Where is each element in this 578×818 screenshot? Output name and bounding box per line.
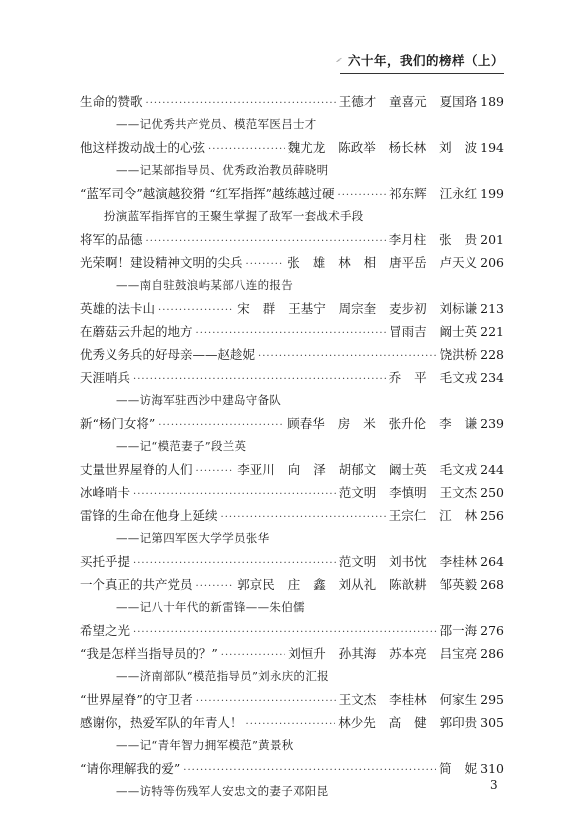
toc-entry-page: 305 <box>480 715 504 730</box>
toc-entry-authors: 刘恒升 孙其海 苏本亮 吕宝亮 <box>288 646 478 661</box>
toc-entry <box>80 182 504 205</box>
toc-entry-authors: 简 妮 <box>439 761 478 776</box>
toc-entry-subtitle: ——记八十年代的新雷锋——朱伯儒 <box>116 600 305 614</box>
toc-entry <box>80 136 504 159</box>
toc-entry-title: 希望之光 <box>80 623 131 638</box>
dot-leader <box>258 345 437 368</box>
toc-entry-page: 194 <box>480 140 504 155</box>
dot-leader <box>208 138 285 161</box>
toc-entry-page: 286 <box>480 646 504 661</box>
toc-entry-page: 264 <box>480 554 504 569</box>
toc-entry-title: 生命的赞歌 <box>80 94 143 109</box>
dot-leader <box>133 621 437 644</box>
toc-entry-page: 221 <box>480 324 504 339</box>
toc-entry-page: 201 <box>480 232 504 247</box>
toc-entry-subtitle: ——济南部队“模范指导员”刘永庆的汇报 <box>116 669 329 683</box>
toc-entry-authors: 王德才 童喜元 夏国珞 <box>338 94 478 109</box>
toc-entry-authors: 李月柱 张 贵 <box>388 232 478 247</box>
toc-entry <box>80 550 504 573</box>
toc-entry-page: 268 <box>480 577 504 592</box>
dot-leader <box>133 483 336 506</box>
toc-entry-authors: 张 雄 林 相 唐平岳 卢天义 <box>287 255 478 270</box>
feather-pen-icon <box>336 52 342 68</box>
toc-entry-page: 213 <box>480 301 504 316</box>
toc-entry-authors: 林少先 高 健 郭印贵 <box>338 715 478 730</box>
toc-entry-subtitle: ——记“模范妻子”段兰英 <box>116 439 247 453</box>
toc-entry <box>80 251 504 274</box>
toc-entry-page: 234 <box>480 370 504 385</box>
toc-entry-subtitle: 扮演蓝军指挥官的王聚生掌握了敌军一套战术手段 <box>104 209 364 223</box>
toc-entry-title: 雷锋的生命在他身上延续 <box>80 508 218 523</box>
toc-entry-authors: 王宗仁 江 林 <box>388 508 478 523</box>
toc-entry-authors: 乔 平 毛文戎 <box>388 370 478 385</box>
toc-entry-title: 他这样拨动战士的心弦 <box>80 140 206 155</box>
toc-entry <box>80 343 504 366</box>
dot-leader <box>158 414 284 437</box>
dot-leader <box>196 322 387 345</box>
toc-entry-title: 丈量世界屋脊的人们 <box>80 462 193 477</box>
toc-entry-authors: 范文明 刘书忱 李桂林 <box>338 554 478 569</box>
toc-entry-title: “蓝军司令”越演越狡猾 “红军指挥”越练越过硬 <box>80 186 335 201</box>
dot-leader <box>133 368 386 391</box>
toc-entry-title: 新“杨门女将” <box>80 416 156 431</box>
toc-entry <box>80 481 504 504</box>
dot-leader <box>146 230 386 253</box>
toc-entry <box>80 90 504 113</box>
toc-entry-subtitle: ——访海军驻西沙中建岛守备队 <box>116 393 282 407</box>
header-divider <box>340 73 504 74</box>
toc-entry-authors: 宋 群 王基宁 周宗奎 麦步初 刘标谦 <box>237 301 478 316</box>
toc-entry-page: 239 <box>480 416 504 431</box>
toc-entry-page: 206 <box>480 255 504 270</box>
toc-entry-authors: 魏尤龙 陈政举 杨长林 刘 波 <box>287 140 478 155</box>
toc-entry <box>80 619 504 642</box>
toc-entry-authors: 冒雨吉 阚士英 <box>389 324 478 339</box>
toc-entry-page: 228 <box>480 347 504 362</box>
dot-leader <box>196 460 235 483</box>
page-number: 3 <box>490 778 498 792</box>
toc-entry-authors: 范文明 李慎明 王文杰 <box>338 485 478 500</box>
toc-entry-title: 冰峰哨卡 <box>80 485 131 500</box>
toc-entry <box>80 297 504 320</box>
dot-leader <box>196 690 336 713</box>
dot-leader <box>183 759 436 782</box>
toc-entry-authors: 饶洪桥 <box>439 347 478 362</box>
toc-entry <box>80 573 504 596</box>
toc-entry <box>80 711 504 734</box>
dot-leader <box>338 184 387 207</box>
toc-entry-title: 光荣啊！建设精神文明的尖兵 <box>80 255 243 270</box>
toc-entry <box>80 504 504 527</box>
toc-entry <box>80 366 504 389</box>
dot-leader <box>196 575 235 598</box>
dot-leader <box>158 299 234 322</box>
toc-entry-page: 256 <box>480 508 504 523</box>
toc-entry-subtitle: ——记第四军医大学学员张华 <box>116 531 270 545</box>
toc-entry <box>80 757 504 780</box>
toc-entry-authors: 祁东辉 江永红 <box>389 186 478 201</box>
toc-entry <box>80 458 504 481</box>
toc-entry-page: 310 <box>480 761 504 776</box>
running-header <box>336 50 504 70</box>
dot-leader <box>221 644 285 667</box>
dot-leader <box>133 552 336 575</box>
toc-entry-page: 250 <box>480 485 504 500</box>
toc-entry-title: 将军的品德 <box>80 232 143 247</box>
toc-entry <box>80 228 504 251</box>
toc-entry-authors: 王文杰 李桂林 何家生 <box>338 692 478 707</box>
toc-entry-page: 199 <box>480 186 504 201</box>
toc-entry-title: 一个真正的共产党员 <box>80 577 193 592</box>
dot-leader <box>246 253 285 276</box>
toc-entry-page: 244 <box>480 462 504 477</box>
table-of-contents <box>80 90 504 803</box>
running-header-title: 六十年，我们的榜样（上） <box>347 53 504 68</box>
toc-entry-title: “我是怎样当指导员的？” <box>80 646 218 661</box>
toc-entry <box>80 642 504 665</box>
toc-entry-title: 买托乎提 <box>80 554 131 569</box>
toc-entry-authors: 李亚川 向 泽 胡郁文 阚士英 毛文戎 <box>237 462 478 477</box>
toc-entry-title: 感谢你，热爱军队的年青人！ <box>80 715 243 730</box>
toc-entry-subtitle: ——访特等伤残军人安忠文的妻子邓阳昆 <box>116 784 329 798</box>
toc-entry <box>80 688 504 711</box>
dot-leader <box>221 506 386 529</box>
toc-entry-subtitle: ——南自驻鼓浪屿某部八连的报告 <box>116 278 293 292</box>
toc-entry-title: “世界屋脊”的守卫者 <box>80 692 193 707</box>
toc-entry-page: 295 <box>480 692 504 707</box>
toc-entry-authors: 顾春华 房 米 张升伦 李 谦 <box>287 416 478 431</box>
toc-entry-page: 189 <box>480 94 504 109</box>
toc-entry-title: 优秀义务兵的好母亲——赵趁妮 <box>80 347 256 362</box>
dot-leader <box>246 713 336 736</box>
toc-entry-subtitle: ——记优秀共产党员、模范军医吕士才 <box>116 117 317 131</box>
toc-entry-subtitle: ——记“青年智力拥军模范”黄景秋 <box>116 738 294 752</box>
toc-entry-title: 英雄的法卡山 <box>80 301 156 316</box>
toc-entry-title: 天涯哨兵 <box>80 370 131 385</box>
toc-entry-authors: 邵一海 <box>439 623 478 638</box>
toc-entry <box>80 412 504 435</box>
toc-entry-authors: 郭京民 庄 鑫 刘从礼 陈歆耕 邹英毅 <box>237 577 478 592</box>
toc-entry-page: 276 <box>480 623 504 638</box>
dot-leader <box>146 92 336 115</box>
toc-entry-subtitle: ——记某部指导员、优秀政治教员薛晓明 <box>116 163 329 177</box>
toc-entry-title: 在蘑菇云升起的地方 <box>80 324 193 339</box>
toc-entry-title: “请你理解我的爱” <box>80 761 181 776</box>
toc-entry <box>80 320 504 343</box>
